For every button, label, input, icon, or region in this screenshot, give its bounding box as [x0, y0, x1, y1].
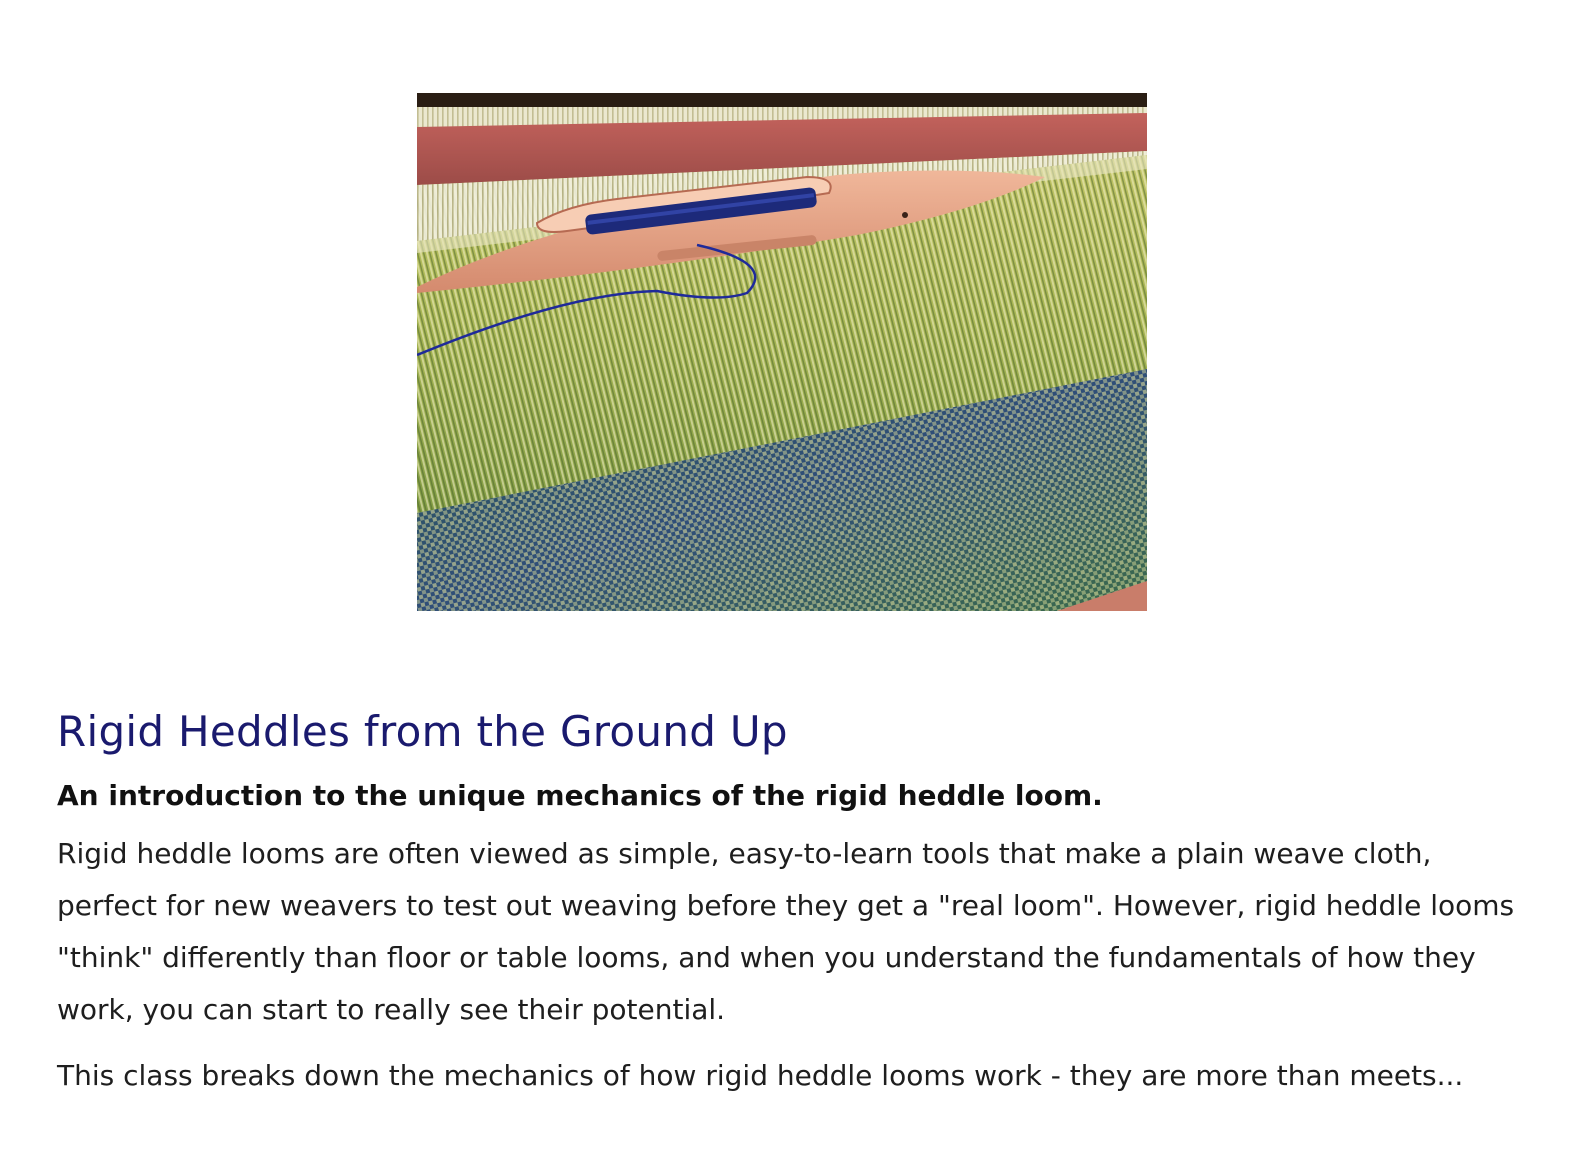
course-description-paragraph-2: This class breaks down the mechanics of how rigid heddle looms work - they are more than meets...	[57, 1059, 1464, 1092]
course-subtitle: An introduction to the unique mechanics of the rigid heddle loom.	[57, 779, 1103, 812]
course-title: Rigid Heddles from the Ground Up	[57, 707, 788, 756]
course-description	[57, 702, 1517, 1102]
course-hero-image	[417, 93, 1147, 611]
course-description-paragraph-1: Rigid heddle looms are often viewed as simple, easy-to-learn tools that make a plain weave cloth, perfect for new weavers to test out weaving before they get a "real loom". However, rigid heddle looms "think" differently than floor or table looms, and when you understand the fundamentals of how they work, you can start to really see their potential.	[57, 837, 1515, 1026]
